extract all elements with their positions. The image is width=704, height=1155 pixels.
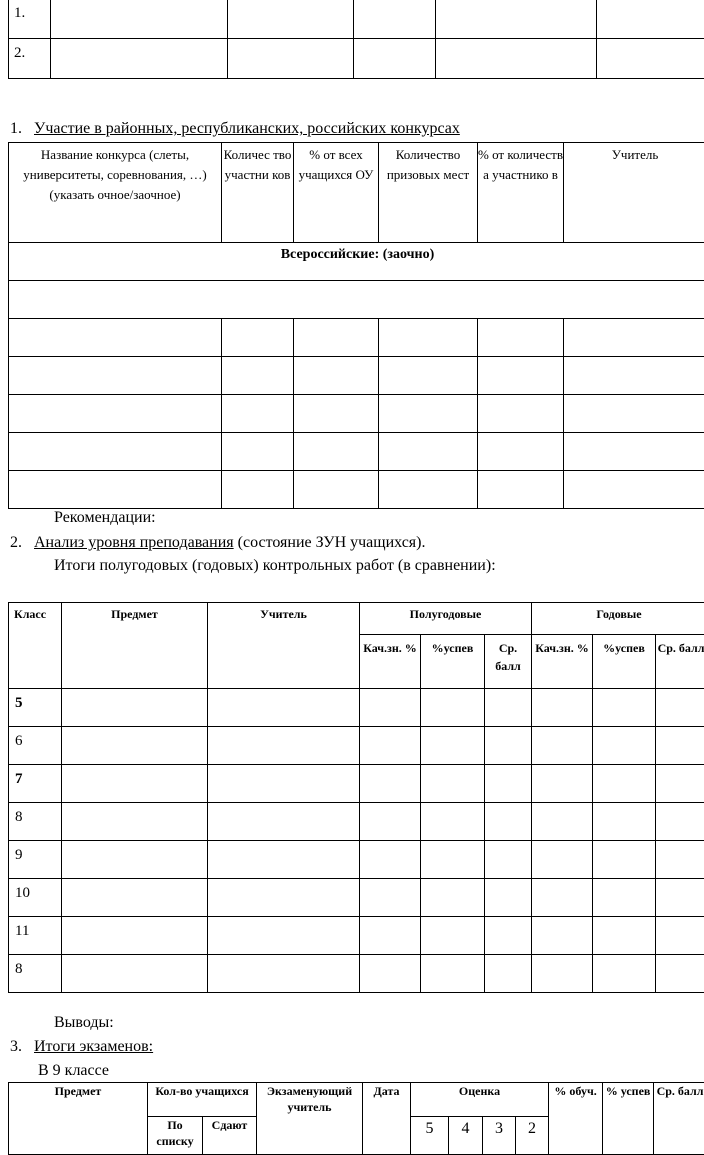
section-title-rest: (состояние ЗУН учащихся). <box>234 534 426 551</box>
col-header: Количес тво участни ков <box>222 143 294 243</box>
table-header-row <box>9 143 704 243</box>
grade-cell: 4 <box>449 1117 483 1155</box>
conclusions-label: Выводы: <box>54 1014 114 1032</box>
annual-header: Годовые <box>532 603 704 635</box>
table-row <box>9 243 704 281</box>
section-number: 3. <box>10 1038 22 1055</box>
sub-header: Кач.зн. % <box>532 635 593 689</box>
section-title: Итоги экзаменов: <box>34 1038 153 1055</box>
table-row <box>9 281 704 319</box>
table-row <box>9 727 704 765</box>
section-2-subtitle: Итоги полугодовых (годовых) контрольных работ (в сравнении): <box>54 557 496 575</box>
avg-header: Ср. балл <box>654 1083 704 1155</box>
sub-header: Ср. балл <box>656 635 704 689</box>
row-number: 1. <box>9 0 51 39</box>
date-header: Дата <box>363 1083 411 1155</box>
section-number: 2. <box>10 534 22 551</box>
grade-header: Оценка <box>411 1083 549 1117</box>
class-cell: 7 <box>9 765 62 803</box>
subject-header: Предмет <box>9 1083 148 1155</box>
grade-cell: 2 <box>516 1117 549 1155</box>
section-1-heading <box>10 120 460 138</box>
contest-table <box>8 142 704 509</box>
section-2-heading <box>10 534 426 552</box>
results-table <box>8 602 704 993</box>
class-header: Класс <box>9 603 62 689</box>
class-cell: 5 <box>9 689 62 727</box>
table-row <box>9 955 704 993</box>
table-row <box>9 689 704 727</box>
table-row <box>9 765 704 803</box>
class-cell: 9 <box>9 841 62 879</box>
top-table <box>8 0 704 79</box>
subject-header: Предмет <box>62 603 208 689</box>
row-number: 2. <box>9 39 51 79</box>
recommendations-label: Рекомендации: <box>54 509 156 527</box>
col-header: Количество призовых мест <box>379 143 478 243</box>
examiner-header: Экзаменующий учитель <box>257 1083 363 1155</box>
sub-header: %успев <box>421 635 485 689</box>
exam-table <box>8 1082 704 1155</box>
class-cell: 11 <box>9 917 62 955</box>
table-header-row <box>9 1083 704 1117</box>
count-sub-header: Сдают <box>203 1117 257 1155</box>
table-row <box>9 879 704 917</box>
col-header: % от всех учащихся ОУ <box>294 143 379 243</box>
table-row <box>9 395 704 433</box>
class-cell: 10 <box>9 879 62 917</box>
sub-header: %успев <box>593 635 656 689</box>
count-sub-header: По списку <box>148 1117 203 1155</box>
table-row <box>9 917 704 955</box>
col-header: Название конкурса (слеты, университеты, соревнования, …) (указать очное/заочное) <box>9 143 222 243</box>
table-row <box>9 803 704 841</box>
grade-cell: 3 <box>483 1117 516 1155</box>
sub-header: Ср. балл <box>485 635 532 689</box>
table-row <box>9 0 704 39</box>
success-header: % успев <box>603 1083 654 1155</box>
table-row <box>9 39 704 79</box>
class-cell: 8 <box>9 955 62 993</box>
table-row <box>9 433 704 471</box>
table-row <box>9 471 704 509</box>
class-cell: 8 <box>9 803 62 841</box>
teacher-header: Учитель <box>208 603 360 689</box>
section-3-heading <box>10 1038 153 1056</box>
count-header: Кол-во учащихся <box>148 1083 257 1117</box>
table-row <box>9 357 704 395</box>
grade-cell: 5 <box>411 1117 449 1155</box>
class-cell: 6 <box>9 727 62 765</box>
section-title: Анализ уровня преподавания <box>34 534 234 551</box>
table-row <box>9 319 704 357</box>
grade-label: В 9 классе <box>38 1062 109 1080</box>
col-header: Учитель <box>564 143 704 243</box>
col-header: % от количеств а участнико в <box>478 143 564 243</box>
table-row <box>9 841 704 879</box>
section-number: 1. <box>10 120 22 137</box>
table-header-row <box>9 603 704 635</box>
half-year-header: Полугодовые <box>360 603 532 635</box>
learn-header: % обуч. <box>549 1083 603 1155</box>
section-title: Участие в районных, республиканских, российских конкурсах <box>34 120 460 137</box>
category-header: Всероссийские: (заочно) <box>9 243 704 281</box>
sub-header: Кач.зн. % <box>360 635 421 689</box>
